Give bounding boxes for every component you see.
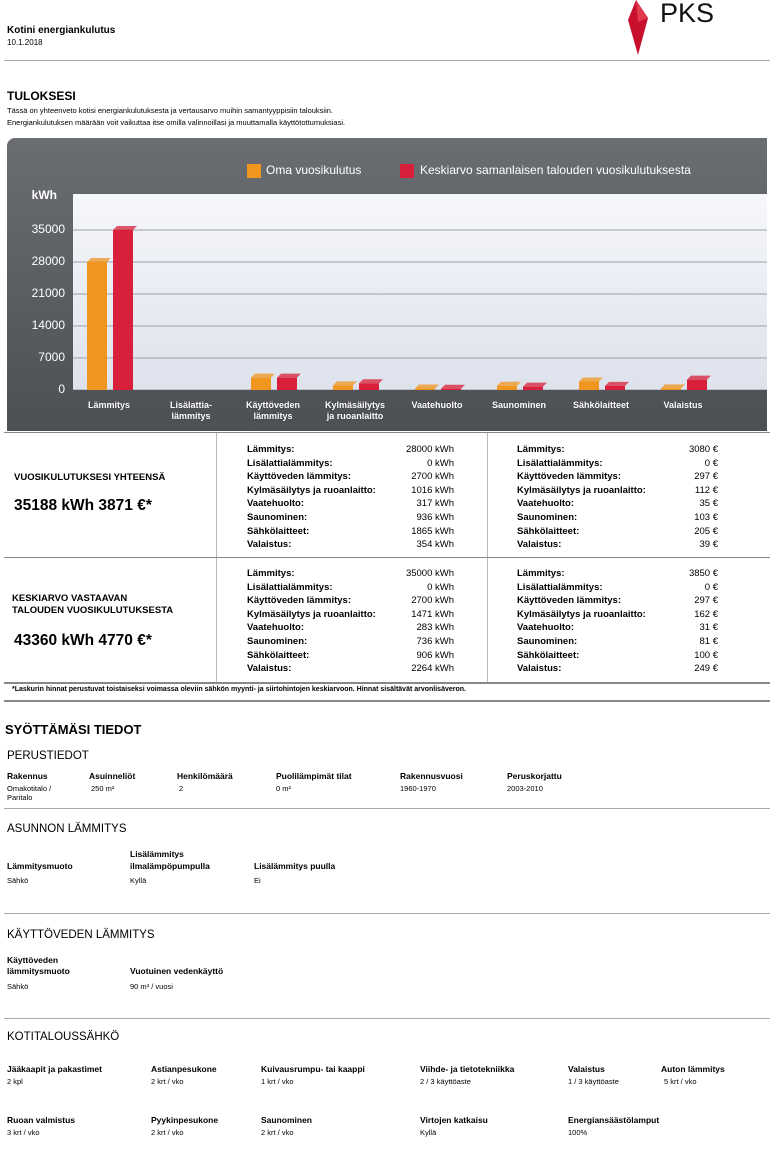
field-value: 250 m²	[91, 784, 115, 793]
summary-row	[247, 525, 454, 539]
summary-row-label: Lämmitys:	[517, 568, 565, 579]
bar-own	[661, 388, 681, 390]
field-label: Peruskorjattu	[507, 771, 562, 781]
field-value: Sähkö	[7, 982, 29, 991]
results-title: TULOKSESI	[7, 89, 76, 103]
summary-row-label: Valaistus:	[517, 539, 562, 551]
summary-row	[247, 621, 454, 635]
summary-row	[247, 511, 454, 525]
field-label: Kuivausrumpu- tai kaappi	[261, 1064, 365, 1074]
field-value: 3 krt / vko	[7, 1128, 40, 1137]
field-label: Viihde- ja tietotekniikka	[420, 1064, 515, 1074]
x-tick-label: Saunominen	[491, 400, 546, 410]
field-value: Omakotitalo / Paritalo	[7, 784, 52, 802]
summary-row-value: 0 €	[704, 581, 718, 593]
summary-row-value: 35 €	[699, 498, 718, 510]
field-label: Astianpesukone	[151, 1064, 217, 1074]
field-label: Vuotuinen vedenkäyttö	[130, 966, 224, 976]
bar-avg	[441, 389, 461, 390]
avg-summary-total: 43360 kWh 4770 €*	[14, 632, 152, 649]
summary-row-value: 1016 kWh	[411, 484, 454, 496]
summary-row	[517, 621, 718, 635]
summary-row-label: Käyttöveden lämmitys:	[517, 595, 622, 607]
bar-avg	[277, 378, 297, 390]
divider	[4, 808, 770, 809]
summary-row-value: 906 kWh	[416, 649, 454, 661]
legend-swatch-avg	[400, 164, 414, 178]
summary-row-value: 100 €	[694, 649, 718, 661]
bar-cap	[579, 377, 603, 381]
summary-row	[247, 608, 454, 622]
y-axis-label: kWh	[31, 188, 57, 202]
summary-row	[247, 567, 454, 581]
divider	[216, 433, 217, 683]
summary-row	[247, 443, 454, 457]
bar-own	[87, 262, 107, 390]
bar-avg	[605, 386, 625, 390]
summary-row-value: 283 kWh	[416, 622, 454, 634]
summary-row-label: Kylmäsäilytys ja ruoanlaitto:	[247, 484, 376, 496]
summary-row-label: Lämmitys:	[247, 444, 295, 455]
summary-row-value: 736 kWh	[416, 635, 454, 647]
field-label: Rakennusvuosi	[400, 771, 463, 781]
y-tick-label: 35000	[31, 222, 65, 236]
summary-row-label: Käyttöveden lämmitys:	[247, 595, 352, 607]
inputs-title: SYÖTTÄMÄSI TIEDOT	[5, 722, 142, 737]
summary-row	[517, 538, 718, 552]
footnote: *Laskurin hinnat perustuvat toistaiseksi voimassa oleviin sähkön myynti- ja siirtohintojen keskiarvoon. Hinnat sisältävät arvonlisäveron.	[12, 686, 466, 693]
field-value: Sähkö	[7, 876, 29, 885]
field-value: 1960-1970	[400, 784, 436, 793]
summary-row-label: Lisälattialämmitys:	[247, 457, 333, 469]
field-value: 1 / 3 käyttöaste	[568, 1077, 619, 1086]
x-tick-label: Vaatehuolto	[411, 400, 463, 410]
bar-avg	[113, 230, 133, 390]
summary-row-value: 39 €	[699, 539, 718, 551]
summary-row	[247, 581, 454, 595]
y-tick-label: 28000	[31, 254, 65, 268]
pks-logo	[622, 0, 742, 55]
summary-row	[247, 635, 454, 649]
consumption-chart	[7, 138, 767, 431]
summary-row-label: Saunominen:	[247, 511, 308, 523]
summary-row-label: Lämmitys:	[517, 444, 565, 455]
field-value: 5 krt / vko	[664, 1077, 697, 1086]
water-title: KÄYTTÖVEDEN LÄMMITYS	[7, 929, 155, 941]
summary-row	[247, 470, 454, 484]
own-eur-list	[517, 443, 718, 552]
x-tick-label: Sähkölaitteet	[572, 400, 630, 410]
summary-row-label: Sähkölaitteet:	[247, 525, 310, 537]
bar-cap	[333, 381, 357, 385]
bar-cap	[251, 374, 275, 378]
summary-row-value: 112 €	[694, 484, 718, 496]
summary-row	[247, 662, 454, 676]
bar-own	[251, 378, 271, 390]
field-label: Rakennus	[7, 771, 48, 781]
divider	[4, 1018, 770, 1019]
field-label: Lämmitysmuoto	[7, 861, 73, 871]
plot-area	[73, 194, 767, 390]
summary-row-value: 81 €	[699, 635, 718, 647]
summary-row-label: Saunominen:	[517, 635, 578, 647]
summary-row-value: 2264 kWh	[411, 663, 454, 675]
field-value: Kyllä	[130, 876, 147, 885]
report-title: Kotini energiankulutus	[7, 25, 116, 36]
basic-title: PERUSTIEDOT	[7, 750, 89, 762]
summary-row-value: 0 kWh	[427, 581, 454, 593]
summary-row	[517, 649, 718, 663]
x-tick-label: Kylmäsäilytys ja ruoanlaitto	[324, 400, 386, 421]
household-title: KOTITALOUSSÄHKÖ	[7, 1031, 120, 1043]
summary-row-label: Vaatehuolto:	[247, 498, 305, 510]
summary-row-label: Vaatehuolto:	[517, 622, 575, 634]
summary-row-label: Kylmäsäilytys ja ruoanlaitto:	[517, 608, 646, 620]
summary-row-value: 162 €	[694, 608, 718, 620]
summary-row-label: Valaistus:	[517, 663, 562, 675]
summary-row-label: Vaatehuolto:	[247, 622, 305, 634]
summary-row	[517, 662, 718, 676]
field-label: Jääkaapit ja pakastimet	[7, 1064, 102, 1074]
field-label: Käyttöveden	[7, 955, 59, 965]
logo-text: PKS	[660, 0, 715, 28]
bar-avg	[523, 387, 543, 390]
summary-row-label: Lisälattialämmitys:	[517, 457, 603, 469]
results-intro-1: Tässä on yhteenveto kotisi energiankulutuksesta ja vertausarvo muihin samantyyppisiin talouksiin.	[7, 106, 334, 115]
summary-row	[517, 635, 718, 649]
bar-cap	[87, 258, 111, 262]
bars-svg	[73, 194, 767, 390]
bar-own	[415, 389, 435, 390]
field-value: 2003-2010	[507, 784, 543, 793]
field-value: 1 krt / vko	[261, 1077, 294, 1086]
avg-summary-label-1: KESKIARVO VASTAAVAN	[12, 593, 128, 604]
summary-row-label: Käyttöveden lämmitys:	[517, 471, 622, 483]
summary-row-value: 2700 kWh	[411, 471, 454, 483]
summary-row-value: 28000 kWh	[405, 444, 454, 455]
summary-row	[517, 497, 718, 511]
field-value: 0 m²	[276, 784, 291, 793]
summary-row	[517, 443, 718, 457]
bar-cap	[605, 382, 629, 386]
summary-row-value: 0 kWh	[427, 457, 454, 469]
summary-row-value: 1865 kWh	[411, 525, 454, 537]
summary-row-label: Valaistus:	[247, 663, 292, 675]
divider	[4, 60, 770, 61]
avg-eur-list	[517, 567, 718, 676]
summary-row-value: 31 €	[699, 622, 718, 634]
field-label: Auton lämmitys	[661, 1064, 725, 1074]
field-label: Asuinneliöt	[89, 771, 136, 781]
field-label: Valaistus	[568, 1064, 605, 1074]
legend-own: Oma vuosikulutus	[266, 163, 362, 177]
field-label: Saunominen	[261, 1115, 313, 1125]
field-value: 2	[179, 784, 184, 793]
field-label: Henkilömäärä	[177, 771, 233, 781]
bar-cap	[687, 376, 711, 380]
summary-row	[247, 497, 454, 511]
summary-row	[517, 608, 718, 622]
summary-row-value: 103 €	[694, 511, 718, 523]
summary-row	[517, 470, 718, 484]
summary-row-value: 936 kWh	[416, 511, 454, 523]
x-tick-label: Valaistus	[663, 400, 703, 410]
divider	[487, 433, 488, 683]
bar-own	[333, 385, 353, 390]
summary-row	[247, 594, 454, 608]
own-kwh-list	[247, 443, 454, 552]
summary-row-value: 354 kWh	[416, 539, 454, 551]
y-tick-label: 7000	[38, 350, 65, 364]
field-value: 2 krt / vko	[261, 1128, 294, 1137]
summary-row-label: Vaatehuolto:	[517, 498, 575, 510]
bar-cap	[523, 383, 547, 387]
field-label: lämmitysmuoto	[7, 966, 70, 976]
bar-own	[497, 386, 517, 390]
summary-row-value: 3080 €	[688, 444, 718, 455]
summary-row-label: Saunominen:	[247, 635, 308, 647]
field-value: 2 kpl	[7, 1077, 23, 1086]
field-label: Puolilämpimät tilat	[276, 771, 352, 781]
summary-row	[517, 457, 718, 471]
bar-own	[579, 381, 599, 390]
bar-cap	[359, 379, 383, 383]
summary-row-label: Saunominen:	[517, 511, 578, 523]
summary-row	[247, 457, 454, 471]
field-label: Lisälämmitys puulla	[254, 861, 336, 871]
field-label: Virtojen katkaisu	[420, 1115, 488, 1125]
summary-row-label: Sähkölaitteet:	[517, 649, 580, 661]
y-tick-label: 21000	[31, 286, 65, 300]
x-tick-label: Lisälattia- lämmitys	[169, 400, 212, 421]
bar-cap	[497, 382, 521, 386]
y-tick-label: 14000	[31, 318, 65, 332]
field-label: Energiansäästölamput	[568, 1115, 660, 1125]
summary-row-label: Kylmäsäilytys ja ruoanlaitto:	[517, 484, 646, 496]
x-tick-label: Käyttöveden lämmitys	[245, 400, 300, 421]
bar-cap	[113, 226, 137, 230]
bar-avg	[687, 380, 707, 390]
summary-row-value: 0 €	[704, 457, 718, 469]
heating-title: ASUNNON LÄMMITYS	[7, 823, 127, 835]
divider	[4, 913, 770, 914]
field-label: Lisälämmitys	[130, 849, 184, 859]
summary-row-label: Lämmitys:	[247, 568, 295, 579]
summary-row-value: 249 €	[694, 663, 718, 675]
summary-row	[517, 567, 718, 581]
field-value: Kyllä	[420, 1128, 437, 1137]
summary-row-value: 297 €	[694, 471, 718, 483]
summary-row	[517, 594, 718, 608]
legend-avg: Keskiarvo samanlaisen talouden vuosikulutuksesta	[420, 163, 691, 177]
summary-row	[517, 581, 718, 595]
summary-row	[517, 484, 718, 498]
summary-row-value: 3850 €	[688, 568, 718, 579]
summary-row-label: Sähkölaitteet:	[247, 649, 310, 661]
summary-row	[247, 484, 454, 498]
field-value: 2 / 3 käyttöaste	[420, 1077, 471, 1086]
report-date: 10.1.2018	[7, 38, 43, 47]
y-tick-label: 0	[58, 382, 65, 396]
summary-row-label: Lisälattialämmitys:	[247, 581, 333, 593]
summary-row	[517, 525, 718, 539]
summary-row	[517, 511, 718, 525]
pks-logo-mark-icon	[622, 0, 652, 55]
bar-cap	[415, 385, 439, 389]
field-value: 100%	[568, 1128, 588, 1137]
summary-row	[247, 649, 454, 663]
bar-cap	[441, 385, 465, 389]
field-value: 90 m³ / vuosi	[130, 982, 173, 991]
avg-kwh-list	[247, 567, 454, 676]
divider	[4, 432, 770, 433]
x-tick-label: Lämmitys	[87, 400, 131, 410]
field-value: 2 krt / vko	[151, 1128, 184, 1137]
divider	[4, 700, 770, 702]
summary-row-label: Käyttöveden lämmitys:	[247, 471, 352, 483]
results-intro-2: Energiankulutuksen määrään voit vaikuttaa itse omilla valinnoillasi ja muuttamalla käyttötottumuksiasi.	[7, 118, 346, 127]
summary-row-value: 297 €	[694, 595, 718, 607]
summary-row-label: Kylmäsäilytys ja ruoanlaitto:	[247, 608, 376, 620]
summary-row-value: 205 €	[694, 525, 718, 537]
summary-row-label: Lisälattialämmitys:	[517, 581, 603, 593]
field-value: 2 krt / vko	[151, 1077, 184, 1086]
summary-row-label: Sähkölaitteet:	[517, 525, 580, 537]
field-label: Ruoan valmistus	[7, 1115, 76, 1125]
summary-row	[247, 538, 454, 552]
own-summary-label: VUOSIKULUTUKSESI YHTEENSÄ	[14, 472, 166, 483]
summary-row-value: 1471 kWh	[411, 608, 454, 620]
bar-cap	[661, 384, 685, 388]
divider	[4, 557, 770, 558]
legend-swatch-own	[247, 164, 261, 178]
summary-row-value: 2700 kWh	[411, 595, 454, 607]
bar-cap	[277, 374, 301, 378]
summary-row-value: 35000 kWh	[405, 568, 454, 579]
avg-summary-label-2: TALOUDEN VUOSIKULUTUKSESTA	[12, 605, 174, 616]
summary-row-label: Valaistus:	[247, 539, 292, 551]
field-label: Pyykinpesukone	[151, 1115, 219, 1125]
divider	[4, 682, 770, 684]
field-value: Ei	[254, 876, 261, 885]
summary-row-value: 317 kWh	[416, 498, 454, 510]
bar-avg	[359, 383, 379, 390]
field-label: ilmalämpöpumpulla	[130, 861, 210, 871]
own-summary-total: 35188 kWh 3871 €*	[14, 497, 152, 514]
